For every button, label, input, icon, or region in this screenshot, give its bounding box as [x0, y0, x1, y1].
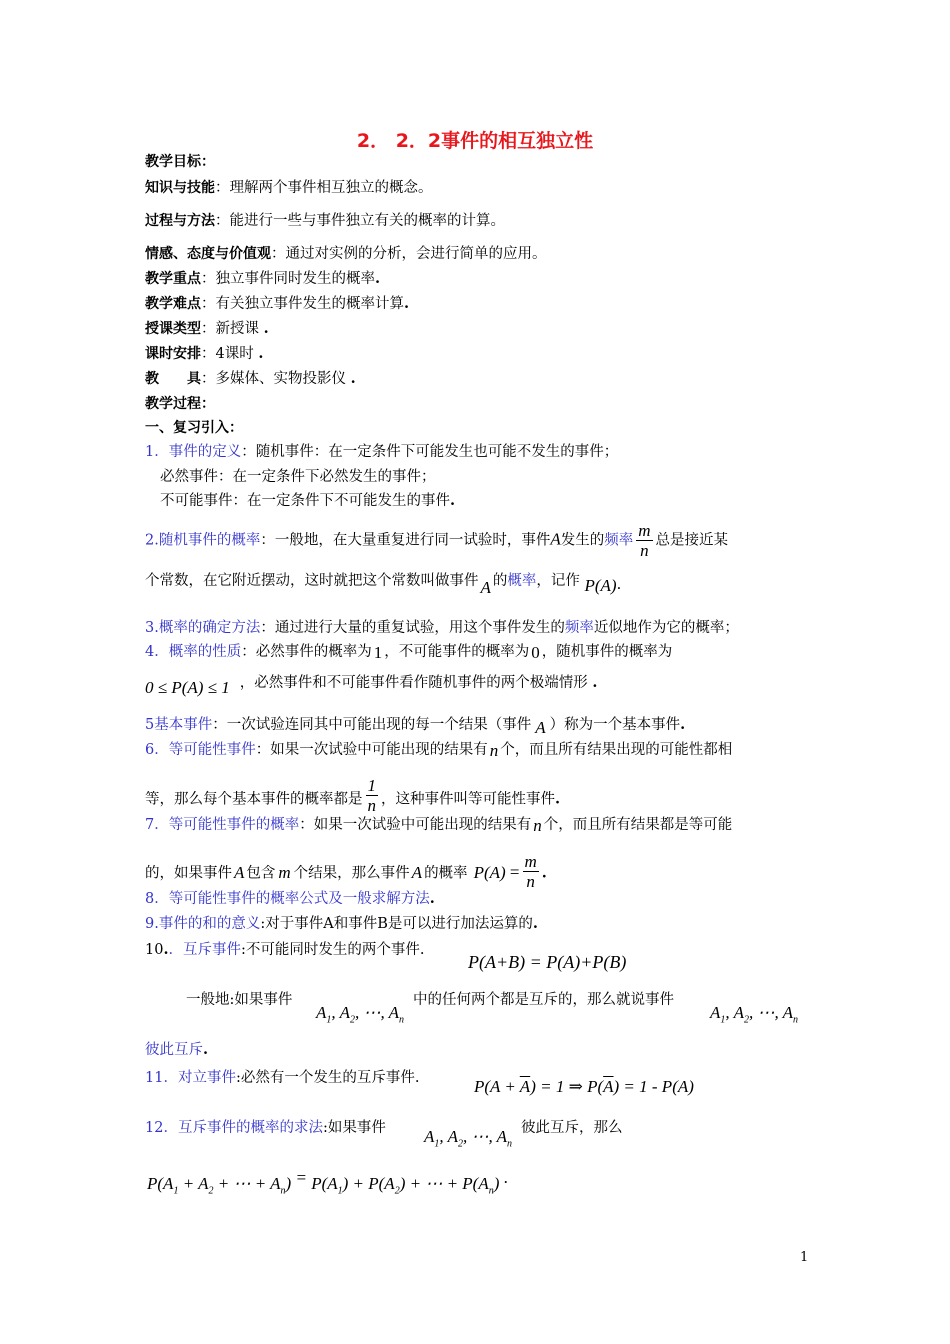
item-2-line2-c: ，记作	[536, 573, 580, 589]
item-2-label: 2.随机事件的概率	[145, 532, 261, 549]
math-bounds: 0 ≤ P(A) ≤ 1	[145, 678, 230, 697]
item-12-text-b: 彼此互斥，那么	[521, 1120, 623, 1136]
item-8-label: 8．等可能性事件的概率公式及一般求解方法	[145, 891, 430, 907]
item-3-label: 3.概率的确定方法	[145, 620, 261, 636]
item-10-label: ．互斥事件	[168, 942, 242, 958]
item-9-text: :对于事件A和事件B是可以进行加法运算的	[260, 916, 533, 932]
knowledge-text: ：理解两个事件相互独立的概念。	[215, 180, 433, 196]
math-seq-3: $A_1$, $A_2$, ⋯, $A_n$	[424, 1127, 513, 1150]
item-9-label: 9.事件的和的意义	[145, 916, 261, 932]
item-12-text-a: :如果事件	[322, 1120, 386, 1136]
math-one: 1	[373, 643, 383, 662]
frac-den: n	[367, 796, 376, 815]
type-label: 授课类型	[145, 321, 201, 337]
frac-den: n	[526, 872, 535, 891]
item-2-frequency: 频率	[604, 532, 634, 549]
process-heading: 教学过程：	[145, 396, 215, 412]
item-7-text-b: 个，而且所有结果都是等可能	[543, 817, 733, 833]
math-PA: P(A)	[584, 576, 617, 595]
item-7-line2-c: 个结果，那么事件	[293, 865, 410, 882]
item-4-line2: 0 ≤ P(A) ≤ 1 ，必然事件和不可能事件看作随机事件的两个极端情形 .	[145, 674, 598, 697]
item-4-label: 4．概率的性质	[145, 644, 242, 660]
item-1-label: 1．事件的定义	[145, 444, 242, 460]
item-1-certain: 必然事件：在一定条件下必然发生的事件；	[160, 469, 436, 485]
item-4-line2-text: ，必然事件和不可能事件看作随机事件的两个极端情形	[239, 675, 588, 691]
item-6-line2-b: ，这种事件叫等可能性事件	[381, 791, 555, 808]
item-1	[145, 442, 618, 462]
formula-addition: P(A+B) = P(A)+P(B)	[468, 952, 627, 972]
emotion-label: 情感、态度与价值观	[145, 246, 271, 262]
difficulty-label: 教学难点	[145, 296, 201, 312]
item-7-line2-a: 的，如果事件	[145, 865, 232, 882]
item-1-text: ：随机事件：在一定条件下可能发生也可能不发生的事件；	[241, 444, 619, 460]
item-4-text-b: ，不可能事件的概率为	[384, 644, 530, 660]
process-text: ：能进行一些与事件独立有关的概率的计算。	[215, 213, 505, 229]
item-3-text-a: ：通过进行大量的重复试验，用这个事件发生的	[260, 620, 565, 636]
math-A: A	[411, 862, 423, 882]
math-zero: 0	[531, 643, 540, 662]
item-7-line2-d: 的概率	[424, 865, 468, 882]
item-11-text: :必然有一个发生的互斥事件.	[235, 1070, 420, 1086]
item-5: 5基本事件：一次试验连同其中可能出现的每一个结果（事件 A ）称为一个基本事件.	[145, 716, 686, 737]
item-6-line2: 等，那么每个基本事件的概率都是 $\frac{1}{n}$ ，这种事件叫等可能性事件.	[145, 776, 561, 815]
item-11-label: 11．对立事件	[145, 1070, 236, 1086]
item-1-impossible-text: 不可能事件：在一定条件下不可能发生的事件	[160, 493, 450, 509]
formula-sum: $P(A_1 + A_2$ + ⋯ + $A_n) = P(A_1) + P(A_2)$ + ⋯ + $P(A_n)$ .	[147, 1168, 508, 1197]
item-10-text: :不可能同时发生的两个事件.	[241, 942, 425, 958]
frac-den: n	[640, 541, 649, 560]
item-5-text-a: ：一次试验连同其中可能出现的每一个结果（事件	[212, 717, 532, 733]
emotion-text: ：通过对实例的分析，会进行简单的应用。	[271, 246, 547, 262]
frac-num: 1	[367, 776, 376, 795]
item-2-line2-a: 个常数，在它附近摆动，这时就把这个常数叫做事件	[145, 573, 479, 589]
item-9: 9.事件的和的意义:对于事件A和事件B是可以进行加法运算的.	[145, 915, 538, 932]
item-7-line2-b: 包含	[246, 865, 276, 882]
page-number: 1	[800, 1250, 809, 1265]
formula-complement: $P(A + \overline{A}) = 1$ ⇒ $P(\overline{A}) = 1 - P(A)$	[474, 1077, 694, 1096]
item-6	[145, 739, 732, 760]
item-10-line3: 彼此互斥.	[145, 1041, 209, 1058]
item-4-text-c: ，随机事件的概率为	[541, 644, 673, 660]
type-text: ：新授课	[201, 321, 264, 337]
math-m: m	[278, 862, 291, 882]
fraction-1-n	[366, 776, 379, 815]
item-2-line2-b: 的	[492, 573, 508, 589]
math-A: A	[550, 529, 561, 549]
item-10-general-a: 一般地:如果事件	[186, 992, 293, 1008]
item-2-text-b: 发生的	[560, 532, 605, 549]
emotion-line	[145, 244, 547, 264]
item-8: 8．等可能性事件的概率公式及一般求解方法.	[145, 890, 435, 907]
item-6-label: 6．等可能性事件	[145, 742, 256, 758]
math-seq-2: $A_1$, $A_2$, ⋯, $A_n$	[710, 1003, 799, 1026]
item-10-general	[186, 990, 292, 1010]
math-n: n	[489, 741, 499, 760]
item-11	[145, 1068, 419, 1088]
item-7-line2: 的，如果事件 A 包含 m 个结果，那么事件 A 的概率 P(A) = $\frac{m}{n}$ .	[145, 852, 547, 891]
item-5-label: 5基本事件	[145, 717, 213, 733]
review-heading: 一、复习引入：	[145, 420, 243, 436]
difficulty-line: 教学难点：有关独立事件发生的概率计算.	[145, 295, 410, 312]
focus-line: 教学重点：独立事件同时发生的概率.	[145, 270, 381, 287]
item-6-text-a: ：如果一次试验中可能出现的结果有	[255, 742, 488, 758]
knowledge-label: 知识与技能	[145, 180, 215, 196]
item-2-probability: 概率	[507, 573, 537, 589]
hours-text: ：4课时	[201, 346, 259, 362]
math-PA: P(A)	[473, 862, 506, 882]
item-2	[145, 521, 728, 560]
item-10-general-b: 中的任何两个都是互斥的，那么就说事件	[413, 992, 674, 1008]
math-seq-1: $A_1$, $A_2$, ⋯, $A_n$	[316, 1003, 405, 1026]
frac-num: m	[524, 852, 537, 871]
item-10-line3-text: 彼此互斥	[145, 1042, 203, 1058]
item-10: 10.．互斥事件:不可能同时发生的两个事件.	[145, 941, 425, 958]
type-line: 授课类型：新授课 .	[145, 320, 269, 337]
item-7	[145, 814, 732, 835]
fraction-m-n	[636, 521, 652, 560]
item-7-text-a: ：如果一次试验中可能出现的结果有	[299, 817, 532, 833]
item-6-text-b: 个，而且所有结果出现的可能性都相	[500, 742, 733, 758]
item-5-text-b: ）称为一个基本事件	[549, 717, 681, 733]
item-12	[145, 1118, 386, 1138]
item-3	[145, 618, 739, 638]
tools-label: 教 具	[145, 371, 201, 387]
item-6-line2-a: 等，那么每个基本事件的概率都是	[145, 791, 363, 808]
item-12-label: 12．互斥事件的概率的求法	[145, 1120, 323, 1136]
difficulty-text: ：有关独立事件发生的概率计算	[201, 296, 404, 312]
page-title: 2． 2．2事件的相互独立性	[356, 130, 594, 152]
tools-line: 教 具：多媒体、实物投影仪 .	[145, 370, 356, 387]
item-2-text-c: 总是接近某	[655, 532, 729, 549]
item-2-line2: 个常数，在它附近摆动，这时就把这个常数叫做事件 A 的概率，记作 P(A).	[145, 573, 622, 597]
item-4-text-a: ：必然事件的概率为	[241, 644, 372, 660]
frac-num: m	[638, 521, 651, 540]
focus-label: 教学重点	[145, 271, 201, 287]
fraction-m-n	[523, 852, 539, 891]
tools-text: ：多媒体、实物投影仪	[201, 371, 351, 387]
knowledge-line	[145, 178, 433, 198]
item-7-label: 7．等可能性事件的概率	[145, 817, 300, 833]
goals-heading: 教学目标：	[145, 154, 215, 170]
item-4	[145, 641, 672, 662]
process-line	[145, 211, 505, 231]
item-1-impossible: 不可能事件：在一定条件下不可能发生的事件.	[160, 492, 456, 509]
item-3-text-b: 近似地作为它的概率；	[593, 620, 739, 636]
hours-line: 课时安排：4课时 .	[145, 345, 264, 362]
item-10-number: 10	[145, 942, 164, 958]
process-label: 过程与方法	[145, 213, 215, 229]
item-3-frequency: 频率	[564, 620, 594, 636]
item-2-text-a: ：一般地，在大量重复进行同一试验时，事件	[260, 532, 551, 549]
hours-label: 课时安排	[145, 346, 201, 362]
math-n: n	[533, 816, 542, 835]
math-A: A	[234, 862, 245, 882]
math-A: A	[480, 578, 491, 597]
math-A: A	[535, 718, 546, 737]
focus-text: ：独立事件同时发生的概率	[201, 271, 375, 287]
